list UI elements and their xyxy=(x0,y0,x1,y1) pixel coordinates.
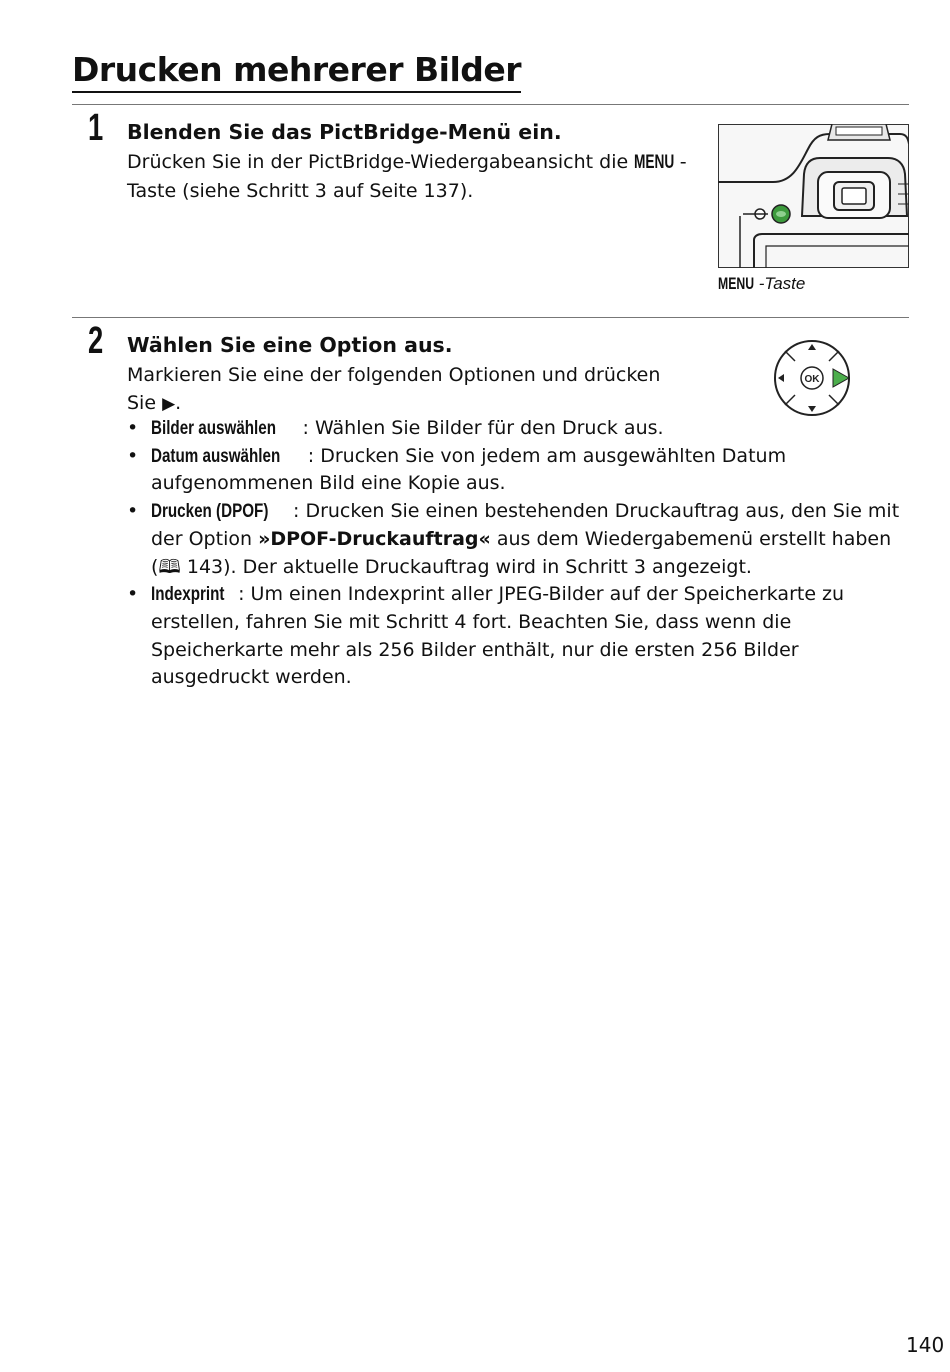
right-arrow-icon: ▶ xyxy=(162,394,176,414)
step-1-number: 1 xyxy=(88,107,104,149)
book-icon: 🕮 xyxy=(158,555,181,578)
list-item xyxy=(127,415,917,443)
option-label: Indexprint xyxy=(151,584,225,606)
step-2-text-line1: Markieren Sie eine der folgenden Optionen und drücken xyxy=(127,364,661,386)
step-1-heading: Blenden Sie das PictBridge-Menü ein. xyxy=(127,120,562,144)
option-text: : Drucken Sie von jedem am ausgewählten Datum aufgenommenen Bild eine Kopie aus. xyxy=(151,444,787,495)
step-2-text xyxy=(127,361,707,418)
bullet: • xyxy=(127,500,139,523)
list-item xyxy=(127,443,917,498)
option-label: Drucken (DPOF) xyxy=(151,501,269,523)
bullet: • xyxy=(127,444,139,467)
ok-button-label: OK xyxy=(804,374,820,385)
option-label: Bilder auswählen xyxy=(151,418,277,439)
page-number: 140 xyxy=(906,1333,945,1357)
step-2-heading: Wählen Sie eine Option aus. xyxy=(127,333,453,357)
step-2-number: 2 xyxy=(88,320,104,362)
menu-button-label: MENU xyxy=(634,152,675,173)
step-1-text xyxy=(127,148,687,205)
step-1-text-a: Drücken Sie in der PictBridge-Wiedergabeansicht die xyxy=(127,151,635,173)
multi-selector-icon xyxy=(773,339,851,417)
option-text: : Drucken Sie einen bestehenden Druckauftrag aus, den Sie mit der Option xyxy=(151,500,900,550)
option-text: : Um einen Indexprint aller JPEG-Bilder auf der Speicherkarte zu erstellen, fahren Sie mit Schritt 4 fort. Beachten Sie, dass wenn die Speicherkarte mehr als 256 Bilder enthält, nur die ersten 256 Bilder ausgedruckt werden. xyxy=(151,583,845,689)
option-label: Datum auswählen xyxy=(151,445,281,467)
options-list xyxy=(127,415,917,692)
option-text: : Wählen Sie Bilder für den Druck aus. xyxy=(302,417,664,439)
bullet: • xyxy=(127,417,139,439)
page-title: Drucken mehrerer Bilder xyxy=(72,50,521,93)
section-divider xyxy=(72,104,909,105)
camera-back-illustration xyxy=(718,124,909,268)
step-1-text-b: -Taste (siehe Schritt 3 auf Seite 137). xyxy=(127,151,687,202)
menu-reference: »DPOF-Druckauftrag« xyxy=(258,527,491,550)
option-text: aus dem Wiedergabemenü erstellt haben ( xyxy=(151,527,892,578)
step-2-text-line2: Sie xyxy=(127,392,163,414)
list-item xyxy=(127,581,917,692)
section-divider xyxy=(72,317,909,318)
figure-caption xyxy=(718,272,805,296)
caption-suffix: -Taste xyxy=(758,274,806,293)
step-2-text-end: . xyxy=(175,392,182,414)
option-text: 143). Der aktuelle Druckauftrag wird in Schritt 3 angezeigt. xyxy=(180,555,752,578)
caption-menu-label: MENU xyxy=(718,274,755,293)
list-item xyxy=(127,498,917,581)
bullet: • xyxy=(127,583,139,606)
